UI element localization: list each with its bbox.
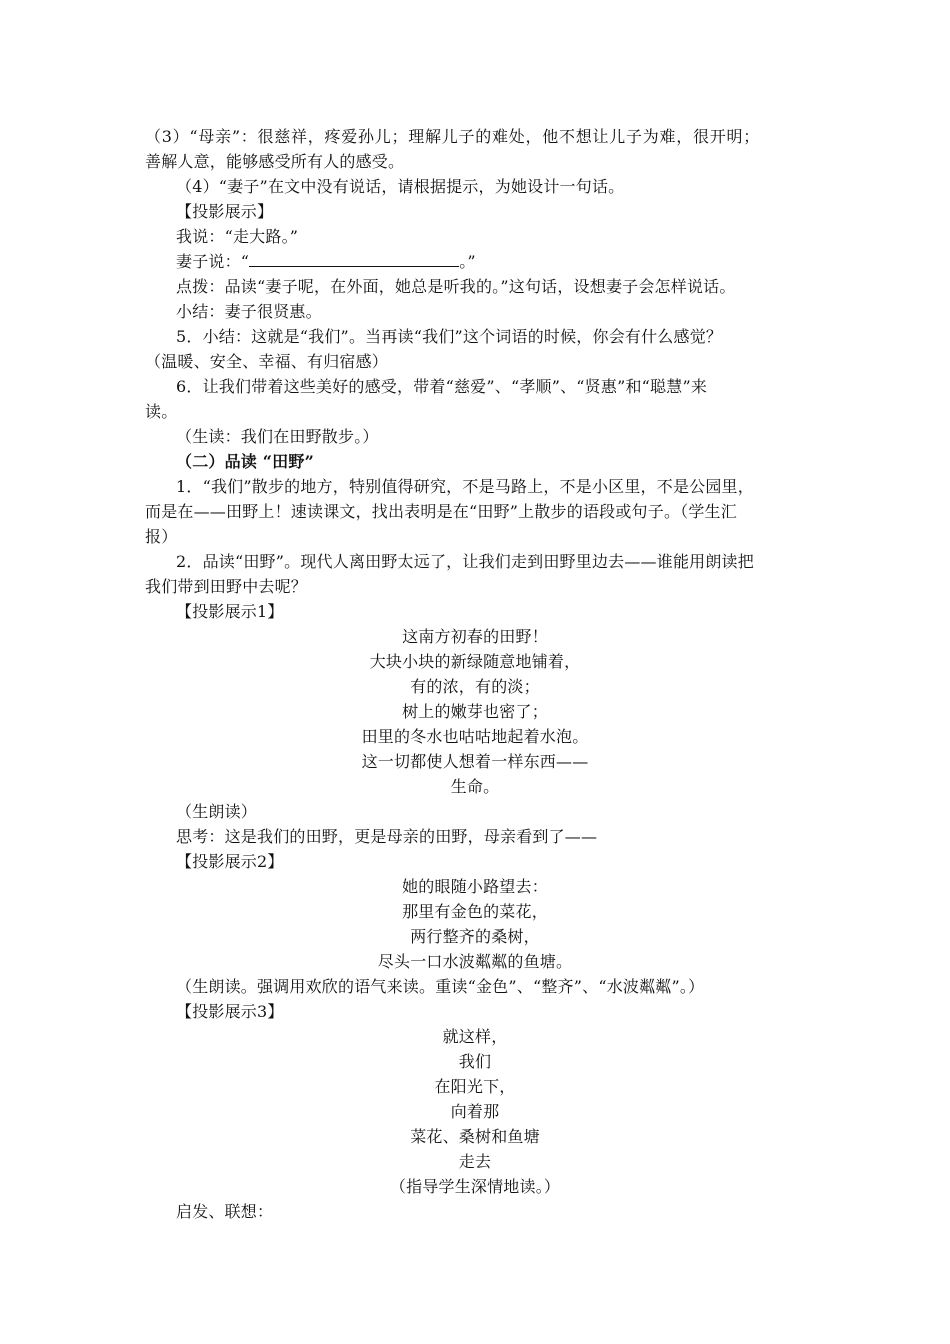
item-1-line1: 1．“我们”散步的地方，特别值得研究，不是马路上，不是小区里，不是公园里， bbox=[176, 477, 754, 496]
poem1-line: 大块小块的新绿随意地铺着， bbox=[369, 652, 581, 671]
poem2-line: 她的眼随小路望去： bbox=[402, 877, 548, 896]
fill-in-blank bbox=[249, 252, 459, 267]
poem2-line: 那里有金色的菜花， bbox=[402, 902, 548, 921]
projection-1-heading: 【投影展示1】 bbox=[176, 602, 284, 621]
paragraph-wife-question: （4）“妻子”在文中没有说话，请根据提示，为她设计一句话。 bbox=[176, 177, 625, 196]
wife-said-prefix: 妻子说：“ bbox=[176, 252, 250, 271]
student-reading-aloud-1: （生朗读） bbox=[176, 802, 258, 821]
student-reading-aloud-2: （生朗读。强调用欢欣的语气来读。重读“金色”、“整齐”、“水波粼粼”。） bbox=[176, 977, 705, 996]
poem1-line: 这一切都使人想着一样东西—— bbox=[361, 752, 589, 771]
poem1-line: 有的浓，有的淡； bbox=[410, 677, 540, 696]
poem1-line: 田里的冬水也咕咕地起着水泡。 bbox=[361, 727, 589, 746]
projection-heading: 【投影展示】 bbox=[176, 202, 274, 221]
poem1-line: 生命。 bbox=[450, 777, 500, 796]
item-5-line1: 5．小结：这就是“我们”。当再读“我们”这个词语的时候，你会有什么感觉？ bbox=[176, 327, 723, 346]
paragraph-mother-line1: （3）“母亲”：很慈祥，疼爱孙儿；理解儿子的难处，他不想让儿子为难，很开明； bbox=[145, 127, 761, 146]
poem2-line: 尽头一口水波粼粼的鱼塘。 bbox=[377, 952, 573, 971]
poem2-line: 两行整齐的桑树， bbox=[410, 927, 540, 946]
inspire-associate-line: 启发、联想： bbox=[176, 1202, 274, 1221]
section-heading-field: （二）品读 “田野” bbox=[176, 452, 314, 471]
think-line: 思考：这是我们的田野，更是母亲的田野，母亲看到了—— bbox=[176, 827, 598, 846]
wife-said-line bbox=[176, 250, 476, 274]
poem3-instruction: （指导学生深情地读。） bbox=[389, 1177, 561, 1196]
i-said-line: 我说：“走大路。” bbox=[176, 227, 299, 246]
item-2-line2: 我们带到田野中去呢？ bbox=[145, 577, 308, 596]
poem1-line: 树上的嫩芽也密了； bbox=[402, 702, 548, 721]
hint-line: 点拨：品读“妻子呢，在外面，她总是听我的。”这句话，设想妻子会怎样说话。 bbox=[176, 277, 736, 296]
poem3-line: 向着那 bbox=[450, 1102, 500, 1121]
item-6-line2: 读。 bbox=[145, 402, 178, 421]
paragraph-mother-line2: 善解人意，能够感受所有人的感受。 bbox=[145, 152, 405, 171]
item-2-line1: 2．品读“田野”。现代人离田野太远了，让我们走到田野里边去——谁能用朗读把 bbox=[176, 552, 754, 571]
poem3-line: 走去 bbox=[458, 1152, 492, 1171]
poem1-line: 这南方初春的田野！ bbox=[402, 627, 548, 646]
item-5-line2: （温暖、安全、幸福、有归宿感） bbox=[145, 352, 389, 371]
poem3-line: 就这样， bbox=[442, 1027, 508, 1046]
item-1-line2: 而是在——田野上！速读课文，找出表明是在“田野”上散步的语段或句子。（学生汇 bbox=[145, 502, 737, 521]
student-reading-1: （生读：我们在田野散步。） bbox=[176, 427, 379, 446]
projection-2-heading: 【投影展示2】 bbox=[176, 852, 284, 871]
poem3-line: 在阳光下， bbox=[434, 1077, 516, 1096]
poem3-line: 我们 bbox=[458, 1052, 492, 1071]
poem3-line: 菜花、桑树和鱼塘 bbox=[410, 1127, 540, 1146]
item-1-line3: 报） bbox=[145, 527, 178, 546]
summary-wife: 小结：妻子很贤惠。 bbox=[176, 302, 322, 321]
item-6-line1: 6．让我们带着这些美好的感受，带着“慈爱”、“孝顺”、“贤惠”和“聪慧”来 bbox=[176, 377, 708, 396]
projection-3-heading: 【投影展示3】 bbox=[176, 1002, 284, 1021]
wife-said-suffix: 。” bbox=[459, 252, 476, 271]
